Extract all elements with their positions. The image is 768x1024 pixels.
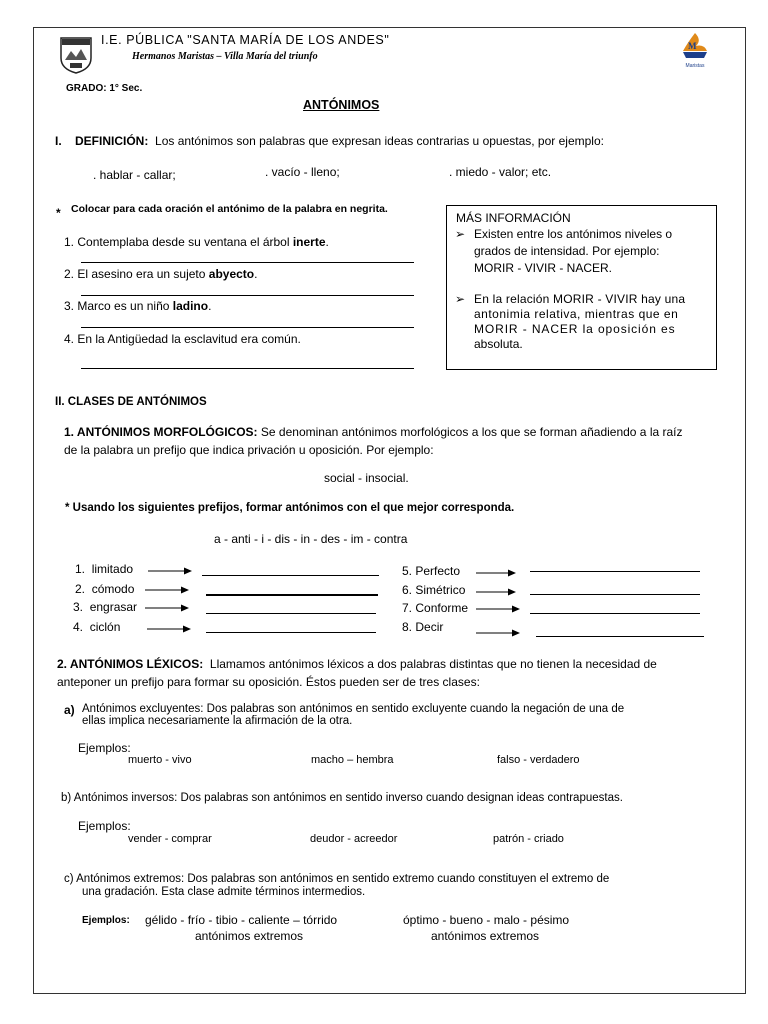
left-answer-line-2[interactable] (206, 594, 378, 596)
left-item-1: 1. limitado (75, 562, 134, 576)
a-label: a) (64, 703, 75, 717)
left-answer-line-3[interactable] (206, 613, 376, 614)
left-item-3: 3. engrasar (73, 600, 138, 614)
answer-line-3[interactable] (81, 327, 414, 328)
b-example-3: patrón - criado (493, 833, 564, 845)
section-number: I. (55, 134, 62, 148)
morph-text-2: de la palabra un prefijo que indica privación u oposición. Por ejemplo: (64, 443, 434, 457)
info-item-1-line-2: grados de intensidad. Por ejemplo: (474, 244, 660, 258)
exercise-1: 1. Contemplaba desde su ventana el árbol inerte. (64, 235, 329, 249)
a-text-1: Antónimos excluyentes: Dos palabras son antónimos en sentido excluyente cuando la negación de una de (82, 703, 625, 715)
definition-label: DEFINICIÓN: (75, 134, 149, 148)
info-item-2-line-4: absoluta. (474, 337, 523, 351)
c-example-2: óptimo - bueno - malo - pésimo (403, 913, 570, 927)
a-example-1: muerto - vivo (128, 754, 192, 766)
morph-label: 1. ANTÓNIMOS MORFOLÓGICOS: (64, 425, 258, 439)
info-item-1-line-1: Existen entre los antónimos niveles o (474, 227, 673, 241)
instruction-text: Colocar para cada oración el antónimo de la palabra en negrita. (71, 203, 388, 215)
answer-line-2[interactable] (81, 295, 414, 296)
a-example-2: macho – hembra (311, 754, 394, 766)
info-item-1-line-3: MORIR - VIVIR - NACER. (474, 261, 613, 275)
right-item-7: 7. Conforme (402, 601, 469, 615)
arrow-icon (476, 568, 516, 578)
arrow-icon (476, 587, 516, 597)
grade-label: GRADO: 1° Sec. (66, 83, 143, 94)
lex-text-2: anteponer un prefijo para formar su oposición. Éstos pueden ser de tres clases: (57, 675, 480, 689)
morph-paragraph-1 (64, 425, 683, 439)
prefix-instruction: * Usando los siguientes prefijos, formar antónimos con el que mejor corresponda. (65, 502, 515, 514)
morph-text-1: Se denominan antónimos morfológicos a los que se forman añadiendo a la raíz (260, 425, 683, 439)
left-answer-line-1[interactable] (202, 575, 379, 576)
arrow-icon (148, 566, 192, 576)
right-answer-line-8[interactable] (536, 636, 704, 637)
info-box-title: MÁS INFORMACIÓN (456, 211, 571, 225)
exercise-3: 3. Marco es un niño ladino. (64, 299, 212, 313)
info-item-2-line-1: En la relación MORIR - VIVIR hay una (474, 292, 686, 306)
right-item-5: 5. Perfecto (402, 564, 461, 578)
arrow-icon (476, 628, 520, 638)
maristas-logo (680, 32, 710, 72)
arrow-icon (145, 585, 189, 595)
c-example-1: gélido - frío - tibio - caliente – tórrido (145, 913, 338, 927)
prefix-list: a - anti - i - dis - in - des - im - contra (214, 532, 408, 546)
example-2: . vacío - lleno; (265, 165, 340, 179)
info-item-2-line-3: MORIR - NACER la oposición es (474, 322, 676, 336)
morph-example: social - insocial. (324, 471, 409, 485)
exercise-2: 2. El asesino era un sujeto abyecto. (64, 267, 258, 281)
c-caption-2: antónimos extremos (431, 929, 540, 943)
definition-text: Los antónimos son palabras que expresan ideas contrarias u opuestas, por ejemplo: (155, 134, 604, 148)
arrow-icon (147, 624, 191, 634)
lex-label: 2. ANTÓNIMOS LÉXICOS: (57, 657, 204, 671)
examples-label: Ejemplos: (78, 819, 131, 833)
right-item-8: 8. Decir (402, 620, 444, 634)
definition-heading (55, 134, 604, 148)
left-item-2: 2. cómodo (75, 582, 135, 596)
info-box (446, 205, 717, 370)
instruction-bullet: * (56, 206, 61, 220)
maristas-logo-text: Maristas (685, 63, 705, 69)
answer-line-1[interactable] (81, 262, 414, 263)
lex-paragraph-1 (57, 657, 657, 671)
right-answer-line-7[interactable] (530, 613, 700, 614)
answer-line-4[interactable] (81, 368, 414, 369)
arrow-icon (145, 603, 189, 613)
exercise-4: 4. En la Antigüedad la esclavitud era común. (64, 332, 301, 346)
c-text-1: c) Antónimos extremos: Dos palabras son antónimos en sentido extremo cuando constituyen el extremo de (64, 873, 610, 885)
a-text-2: ellas implica necesariamente la afirmación de la otra. (82, 715, 353, 727)
bullet-icon: ➢ (455, 292, 466, 306)
school-logo (59, 36, 93, 74)
right-item-6: 6. Simétrico (402, 583, 466, 597)
section2-heading: II. CLASES DE ANTÓNIMOS (55, 396, 207, 408)
school-subtitle: Hermanos Maristas – Villa María del triunfo (132, 51, 318, 62)
examples-label: Ejemplos: (78, 741, 131, 755)
left-item-4: 4. ciclón (73, 620, 121, 634)
page-title: ANTÓNIMOS (303, 98, 380, 112)
svg-text:M: M (688, 41, 697, 51)
right-answer-line-6[interactable] (530, 594, 700, 595)
bullet-icon: ➢ (455, 227, 466, 241)
a-example-3: falso - verdadero (497, 754, 580, 766)
example-1: . hablar - callar; (93, 168, 176, 182)
left-answer-line-4[interactable] (206, 632, 376, 633)
c-caption-1: antónimos extremos (195, 929, 304, 943)
right-answer-line-5[interactable] (530, 571, 700, 572)
school-name: I.E. PÚBLICA "SANTA MARÍA DE LOS ANDES" (101, 33, 390, 47)
b-example-1: vender - comprar (128, 833, 212, 845)
arrow-icon (476, 604, 520, 614)
b-example-2: deudor - acreedor (310, 833, 398, 845)
c-examples-label: Ejemplos: (82, 915, 130, 926)
example-3: . miedo - valor; etc. (449, 165, 552, 179)
lex-text-1: Llamamos antónimos léxicos a dos palabras distintas que no tienen la necesidad de (209, 657, 657, 671)
b-text: b) Antónimos inversos: Dos palabras son antónimos en sentido inverso cuando designan ideas contrapuestas. (61, 792, 623, 804)
c-text-2: una gradación. Esta clase admite términos intermedios. (82, 886, 366, 898)
info-item-2-line-2: antonimia relativa, mientras que en (474, 307, 679, 321)
